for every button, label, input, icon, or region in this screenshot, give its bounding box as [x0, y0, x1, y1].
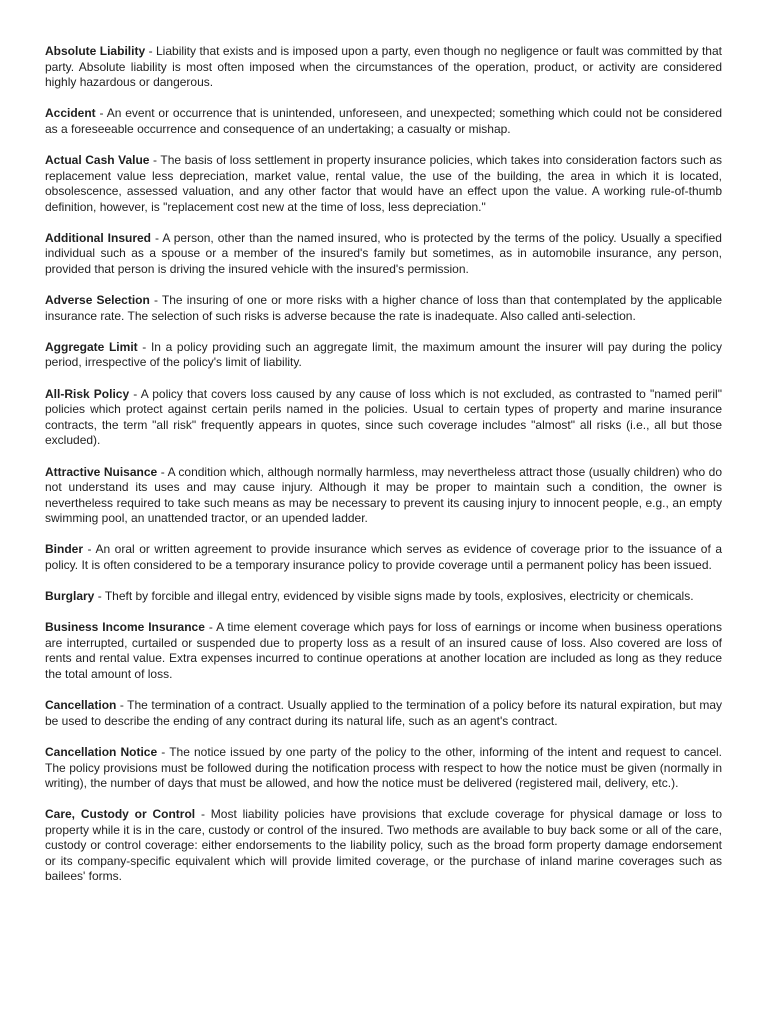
- glossary-entry: [45, 153, 722, 215]
- glossary-entry: [45, 807, 722, 885]
- glossary-definition: The notice issued by one party of the policy to the other, informing of the intent and request to cancel. The policy provisions must be followed during the notification process with respect to how the notice must be given (normally in writing), the number of days that must be allowed, and how the notice must be delivered (registered mail, delivery, etc.).: [45, 745, 722, 791]
- glossary-entry: [45, 340, 722, 371]
- glossary-definition: A policy that covers loss caused by any cause of loss which is not excluded, as contrasted to "named peril" policies which protect against certain perils named in the policies. Usual to certain types of property and marine insurance contracts, the term "all risk" frequently appears in quotes, since such coverage includes "almost" all risks (i.e., all but those excluded).: [45, 386, 722, 448]
- glossary-entry: [45, 106, 722, 137]
- glossary-definition: A time element coverage which pays for loss of earnings or income when business operations are interrupted, curtailed or suspended due to property loss as a result of an insured cause of loss. Also covered are loss of rents and rental value. Extra expenses incurred to continue operations at another location are included as long as they reduce the total amount of loss.: [45, 620, 722, 681]
- glossary-term: Cancellation Notice: [45, 745, 158, 760]
- glossary-entry: [45, 293, 722, 324]
- glossary-term: All-Risk Policy: [45, 386, 130, 401]
- term-separator: -: [145, 44, 156, 58]
- term-separator: -: [95, 106, 107, 121]
- term-separator: -: [157, 464, 168, 479]
- term-separator: -: [157, 745, 170, 760]
- glossary-entry: [45, 620, 722, 682]
- glossary-term: Accident: [45, 106, 96, 121]
- glossary-term: Absolute Liability: [45, 44, 146, 58]
- glossary-definition: A person, other than the named insured, who is protected by the terms of the policy. Usually a specified individual such as a spouse or a member of the insured's family but sometimes, as in automobile insurance, any person, provided that person is driving the insured vehicle with the insured's permission.: [45, 230, 722, 276]
- glossary-term: Adverse Selection: [45, 293, 150, 308]
- glossary-entry: [45, 465, 722, 527]
- term-separator: -: [137, 339, 151, 354]
- glossary-definition: The termination of a contract. Usually applied to the termination of a policy before its natural expiration, but may be used to describe the ending of any contract during its natural life, such as an agent's contract.: [45, 698, 722, 728]
- glossary-term: Burglary: [45, 589, 95, 604]
- glossary-term: Cancellation: [45, 698, 117, 713]
- glossary-definition: An event or occurrence that is unintended, unforeseen, and unexpected; something which could not be considered as a foreseeable occurrence and consequence of an undertaking; a casualty or mishap.: [45, 106, 722, 136]
- glossary-term: Actual Cash Value: [45, 153, 150, 168]
- term-separator: -: [83, 542, 96, 557]
- term-separator: -: [149, 293, 162, 308]
- glossary-definition: The insuring of one or more risks with a higher chance of loss than that contemplated by the applicable insurance rate. The selection of such risks is adverse because the rate is inadequate. Also called anti-selection.: [45, 293, 723, 323]
- glossary-definition: Theft by forcible and illegal entry, evidenced by visible signs made by tools, explosives, electricity or chemicals.: [104, 589, 694, 604]
- term-separator: -: [116, 698, 128, 713]
- glossary-definition: A condition which, although normally harmless, may nevertheless attract those (usually children) who do not understand its uses and may cause injury. Although it may be proper to maintain such a condition, the owner is nevertheless required to take such means as may be necessary to prevent its causing injury to innocent people, e.g., an empty swimming pool, an unattended tractor, or an upended ladder.: [45, 464, 722, 526]
- term-separator: -: [151, 230, 163, 245]
- glossary-entry: [45, 231, 722, 278]
- glossary-definition: Liability that exists and is imposed upon a party, even though no negligence or fault was committed by that party. Absolute liability is most often imposed when the circumstances of the operation, product, or activity are considered highly hazardous or dangerous.: [45, 44, 722, 89]
- term-separator: -: [204, 620, 217, 635]
- glossary-definition: The basis of loss settlement in property insurance policies, which takes into consideration factors such as replacement value less depreciation, market value, rental value, the use of the building, the area in which it is located, obsolescence, assessed valuation, and any other factor that would have an effect upon the value. A working rule-of-thumb definition, however, is "replacement cost new at the time of loss, less depreciation.": [45, 153, 722, 214]
- glossary-term: Binder: [45, 542, 84, 557]
- glossary-entry: [45, 44, 722, 91]
- glossary-term: Additional Insured: [45, 230, 152, 245]
- glossary-term: Aggregate Limit: [45, 339, 138, 354]
- glossary-definition: In a policy providing such an aggregate limit, the maximum amount the insurer will pay during the policy period, irrespective of the policy's limit of liability.: [45, 339, 723, 370]
- term-separator: -: [129, 386, 141, 401]
- term-separator: -: [149, 153, 161, 168]
- term-separator: -: [94, 589, 105, 604]
- glossary-entry: [45, 387, 722, 449]
- glossary-definition: An oral or written agreement to provide insurance which serves as evidence of coverage prior to the issuance of a policy. It is often considered to be a temporary insurance policy to provide coverage until a permanent policy has been issued.: [45, 542, 722, 572]
- glossary-term: Attractive Nuisance: [45, 464, 158, 479]
- glossary-term: Business Income Insurance: [45, 620, 205, 635]
- glossary-page: [45, 44, 722, 901]
- term-separator: -: [195, 807, 211, 822]
- glossary-entry: [45, 542, 722, 573]
- glossary-entry: [45, 589, 722, 605]
- glossary-entry: [45, 698, 722, 729]
- glossary-entry: [45, 745, 722, 792]
- glossary-definition: Most liability policies have provisions that exclude coverage for physical damage or loss to property while it is in the care, custody or control of the insured. Two methods are available to buy back some or all of the care, custody or control coverage: either endorsements to the liability policy, such as the broad form property damage endorsement or its company-specific equivalent which will provide limited coverage, or the purchase of inland marine coverages such as bailees' forms.: [45, 807, 722, 884]
- glossary-term: Care, Custody or Control: [45, 807, 196, 822]
